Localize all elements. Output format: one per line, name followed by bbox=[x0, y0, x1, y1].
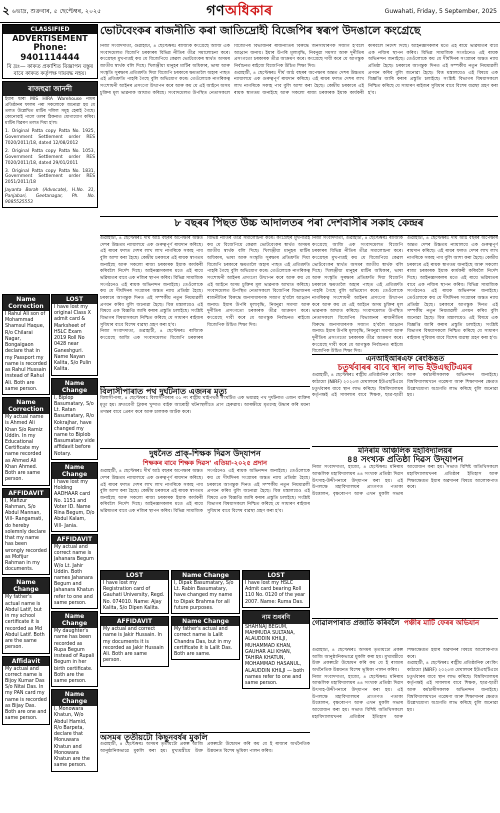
top-article-body: গুৱাহাটী, ৪ ছেপ্টেম্বৰঃ দীৰ্ঘ আঠ বছৰৰ অপেক্ষাৰ অন্তত দেশৰ উচ্চতম ন্যায়ালয়ে এক গুৰুত্বপূৰ্ণ ৰায়দান কৰিছে। এই ৰায়ৰ ফলত দেশৰ লাখ লাখ নাগৰিকে সকাহ পাব বুলি আশা কৰা হৈছে। কেন্দ্ৰীয় চৰকাৰে এই ৰায়ক স্বাগতম জনাইছে আৰু সকলো ৰাজ্য চৰকাৰক ইয়াক কাৰ্যকৰী কৰিবলৈ নিৰ্দেশ দিছে। আইনজ্ঞসকলৰ মতে এই ৰায়ে ভৱিষ্যতৰ বাবে এক নজিৰ স্থাপন কৰিব। বিভিন্ন সামাজিক সংগঠনেও এই ৰায়ক অভিনন্দন জনাইছে। তেওঁলোকে কয় যে দীৰ্ঘদিনৰ সংগ্ৰামৰ অন্তত ন্যায় প্ৰতিষ্ঠা হৈছে। চৰকাৰে আগন্তুক দিনত এই সম্পৰ্কীয় নতুন নিয়মাৱলী প্ৰণয়ন কৰিব বুলি জনোৱা হৈছে। বিত্ত মন্ত্ৰালয়েও এই বিষয়ে এক বিজ্ঞপ্তি জাৰি কৰাৰ প্ৰস্তুতি চলাইছে। সংশ্লিষ্ট বিভাগৰ বিষয়াসকলে নিশ্চিত কৰিছে যে সাধাৰণ ৰাইজৰ সুবিধাৰ বাবে বিশেষ ব্যৱস্থা গ্ৰহণ কৰা হ'ব। bbox=[234, 44, 498, 96]
top-headline: ভোটবেংকৰ ৰাজনীতি কৰা জাতিদ্ৰোহী বিজেপিৰ স্বৰূপ উদঙালে কংগ্ৰেছে bbox=[100, 24, 421, 37]
ad-body: I have lost my Registration card of Gauhati University, Regd. No. 074010. Name: Ajay Kalita, S/o Dipen Kalita. bbox=[103, 581, 165, 611]
college-headline-2: ৪৪ সংখ্যক প্ৰতিষ্ঠা দিৱস উদ্‌যাপন bbox=[346, 454, 464, 465]
ranking-article bbox=[312, 354, 498, 445]
classified-ad bbox=[2, 397, 50, 486]
classified-ad bbox=[100, 616, 169, 666]
ad-heading: AFFIDAVIT bbox=[3, 489, 49, 498]
classified-ad bbox=[51, 689, 98, 771]
ad-body: My actual name is Ahmed Ali Khan S/o Ramiz Uddin. In my Educational Certificate my name recorded as Ahmed Ali Khan Ahmed. Both are same person. bbox=[5, 415, 44, 483]
ad-body: My daughter's name has been recorded as Rupa Begum instead of Rupali Begum in her birth certificate. Both are the same person. bbox=[54, 629, 95, 685]
mid-ads bbox=[100, 570, 310, 730]
assam-headline: অসমৰ তৃতীয়টো কিছুনবৰ্ষৰ মুকলি bbox=[100, 733, 208, 742]
ad-heading: LOST bbox=[101, 571, 168, 580]
ad-body: I, Dipak Basumatary, S/o Lt. Rabin Basumatary, have changed my name to Dipak Brahma for all future purposes. bbox=[174, 581, 234, 611]
bottom-right-article bbox=[312, 648, 498, 812]
left-column bbox=[2, 24, 98, 812]
bottom-body: গুৱাহাটী, ৪ ছেপ্টেম্বৰঃ ৰাষ্ট্ৰীয় প্ৰতিষ্ঠানিক ৰেংকিং কাঠামো (NIRF) ২০২৫ত মেঘালয়ৰ ইউএছটিএমে চতুৰ্থবাৰৰ বাবে স্থান লাভ কৰিছে। বিশ্ববিদ্যালয়ৰ কৰ্তৃপক্ষই এই সাফল্যৰ বাবে শিক্ষক, ছাত্ৰ-ছাত্ৰী আৰু কৰ্মচাৰীসকলক অভিনন্দন জনাইছে। বিশ্ববিদ্যালয়খনে গৱেষণা আৰু শিক্ষাদানৰ ক্ষেত্ৰত উল্লেখযোগ্য অগ্ৰগতি লাভ কৰিছে বুলি জনোৱা হয়। bbox=[407, 661, 498, 713]
public-notice-heading: ৰাজহুৱা জাননী bbox=[3, 82, 97, 96]
teacher-subheadline: শিক্ষকৰ বাবে শিক্ষক দিৱস' এতিয়া-২০২৫ প্ৰদান bbox=[142, 459, 268, 468]
classified-ad bbox=[51, 462, 98, 532]
left-ads bbox=[2, 294, 98, 774]
classified-ad bbox=[51, 294, 98, 376]
assam-body: গুৱাহাটী, ৪ ছেপ্টেম্বৰঃ অসমৰ তৃতীয়টো প্ৰকল্প আজি আনুষ্ঠানিকভাৱে মুকলি কৰা হয়। মুখ্যমন্ত্ৰীয়ে উক্ত প্ৰকল্পটো উদ্বোধন কৰি কয় যে ই ৰাজ্যৰ অৰ্থনৈতিক উন্নয়নত বিশেষ ভূমিকা পালন কৰিব। bbox=[100, 742, 310, 754]
ad-body: I have lost my HSLC Admit card bearing Roll 110 No. 0120 of the year 2007. Name: Ruma Das. bbox=[245, 581, 306, 605]
ad-body: SHAHNAJ BEGUM, MAHMUDA SULTANA, ALAUDDIN KHILJI, MUHAMMAD KHAN, GAUHAR ALI KHAN, TAHIRA KHATUN, MOHAMMAD HASANUL, ALAUDDIN KHILJI — both names refer to one and same person. bbox=[245, 624, 305, 687]
classified-ad bbox=[2, 656, 50, 725]
ranking-body: গুৱাহাটী, ৪ ছেপ্টেম্বৰঃ ৰাষ্ট্ৰীয় প্ৰতিষ্ঠানিক ৰেংকিং কাঠামো (NIRF) ২০২৫ত মেঘালয়ৰ ইউএছটিএমে চতুৰ্থবাৰৰ বাবে স্থান লাভ কৰিছে। বিশ্ববিদ্যালয়ৰ কৰ্তৃপক্ষই এই সাফল্যৰ বাবে শিক্ষক, ছাত্ৰ-ছাত্ৰী আৰু কৰ্মচাৰীসকলক অভিনন্দন জনাইছে। বিশ্ববিদ্যালয়খনে গৱেষণা আৰু শিক্ষাদানৰ ক্ষেত্ৰত উল্লেখযোগ্য অগ্ৰগতি লাভ কৰিছে বুলি জনোৱা হয়। bbox=[312, 373, 498, 399]
logo-part2: অধিকাৰ bbox=[224, 3, 273, 19]
ad-body: I have lost my Holding AADHAAR card No. 1151 and Voter ID. Name Rina Begum, D/o Abdul Kalam, Vill- Jania. bbox=[54, 479, 95, 529]
ad-body: My father's actual name is Abdul Latif, but in my school certificate it is recorded as Md Abdul Latif. Both are the same person. bbox=[5, 595, 45, 651]
ad-body: My father's actual and correct name is Lalit Chandra Das, but in my certificate it is Lalit Das. Both are same. bbox=[174, 627, 233, 658]
ad-heading: Name Change bbox=[52, 690, 97, 706]
public-notice-item: 1. Original Patta copy Patta No. 1925, Government Settlement order RES 7020/2011/18, dated 12/08/2012 bbox=[5, 128, 95, 146]
main-headline-box bbox=[100, 216, 498, 236]
accident-headline: বিলাসীপাৰাত পথ দুৰ্ঘটনাত এজনৰ মৃত্যু bbox=[100, 387, 227, 396]
ad-heading: AFFIDAVIT bbox=[101, 617, 168, 626]
ad-body: I have lost my original Class X admit card & Marksheet of HSLC Exam 2019 Roll No 0428 near Ganeshguri. Name Nayan Kalita, S/o Pulin Kalita. bbox=[54, 305, 92, 373]
classified-tag: CLASSIFIED bbox=[3, 25, 97, 34]
ad-body: I Rahul Ali son of Mohammad Shamsul Haque, R/o Chilarai Nagar, Bongaigaon declare that in my Passport my name is recorded as Rahul Hussain instead of Rahul Ali. Both are same person. bbox=[5, 312, 47, 392]
goalpara-headline: গোৱালপাৰাত প্ৰজাতি কৰিবলৈ bbox=[312, 619, 400, 627]
classified-ad bbox=[171, 570, 240, 614]
classified-ad bbox=[100, 570, 169, 614]
public-notice-item: 2. Original Patta copy Patta No. 1053, Government Settlement order RES 7020/2011/18, dated 29/01/2011 bbox=[5, 148, 95, 166]
top-article bbox=[100, 44, 498, 214]
ad-body: I, Biplop Basumatary, S/o Lt. Ratan Basumatary, R/o Kokrajhar, have changed my name to Biplob Basumatary vide affidavit before Notary. bbox=[54, 395, 95, 457]
classified-ad bbox=[2, 294, 50, 395]
logo-part1: গণ bbox=[206, 3, 225, 19]
main-article-body: গুৱাহাটী, ৪ ছেপ্টেম্বৰঃ দীৰ্ঘ আঠ বছৰৰ অপেক্ষাৰ অন্তত দেশৰ উচ্চতম ন্যায়ালয়ে এক গুৰুত্বপূৰ্ণ ৰায়দান কৰিছে। এই ৰায়ৰ ফলত দেশৰ লাখ লাখ নাগৰিকে সকাহ পাব বুলি আশা কৰা হৈছে। কেন্দ্ৰীয় চৰকাৰে এই ৰায়ক স্বাগতম জনাইছে আৰু সকলো ৰাজ্য চৰকাৰক ইয়াক কাৰ্যকৰী কৰিবলৈ নিৰ্দেশ দিছে। আইনজ্ঞসকলৰ মতে এই ৰায়ে ভৱিষ্যতৰ বাবে এক নজিৰ স্থাপন কৰিব। বিভিন্ন সামাজিক সংগঠনেও এই ৰায়ক অভিনন্দন জনাইছে। তেওঁলোকে কয় যে দীৰ্ঘদিনৰ সংগ্ৰামৰ অন্তত ন্যায় প্ৰতিষ্ঠা হৈছে। চৰকাৰে আগন্তুক দিনত এই সম্পৰ্কীয় নতুন নিয়মাৱলী প্ৰণয়ন কৰিব বুলি জনোৱা হৈছে। বিত্ত মন্ত্ৰালয়েও এই বিষয়ে এক বিজ্ঞপ্তি জাৰি কৰাৰ প্ৰস্তুতি চলাইছে। সংশ্লিষ্ট বিভাগৰ বিষয়াসকলে নিশ্চিত কৰিছে যে সাধাৰণ ৰাইজৰ সুবিধাৰ বাবে বিশেষ ব্যৱস্থা গ্ৰহণ কৰা হ'ব। bbox=[100, 236, 203, 328]
classified-ad bbox=[2, 577, 50, 653]
ad-body: My actual and correct name is Jakir Hussain. In my documents it is recorded as Jakir Hussain Ali. Both are same person. bbox=[103, 627, 164, 664]
public-notice-item: 3. Original Patta copy Patta No. 1831, Government Settlement order RES 2051/2011/18 bbox=[5, 168, 95, 186]
ad-heading: Name Change bbox=[172, 617, 239, 626]
water-headline: পঞ্চীৰ মাটি ফেৰৰ অভিযান bbox=[404, 619, 480, 627]
ad-heading: Name Correction bbox=[3, 295, 49, 311]
classified-phone: Phone: 9401114444 bbox=[20, 43, 80, 63]
ad-body: My actual and correct name is Jahanara Begum W/o Lt. Jahir Uddin. Both names Jahanara Begum and Jahanara Khatun refer to one and same person. bbox=[54, 544, 94, 606]
ad-heading: Name Change bbox=[172, 571, 239, 580]
ad-body: I, Monowara Khatun, W/o Abdul Hamid, R/o Barpeta, declare that Monuwara Khatun and Monowara Khatun are the same person. bbox=[54, 707, 90, 769]
ad-heading: Name Correction bbox=[3, 398, 49, 414]
main-area bbox=[100, 24, 498, 812]
ad-heading: AFFIDAVIT bbox=[52, 535, 97, 544]
ranking-headline-2: চতুৰ্থবাৰৰ বাবে স্থান লাভ ইউএছটিএমৰ bbox=[337, 362, 473, 373]
college-article bbox=[312, 446, 498, 617]
ad-heading: Affidavit bbox=[3, 657, 49, 666]
classified-ad bbox=[51, 611, 98, 687]
teacher-headline: দুধনৈত প্ৰাক্-শিক্ষক দিৱস উদ্‌যাপন bbox=[149, 449, 261, 458]
ranking-headline: এনআইআৰএফ ৰেংকিঙত bbox=[365, 354, 445, 363]
name-list-box bbox=[242, 610, 310, 689]
bottom-body: নিজা সংবাদদাতা, হাজো, ৪ ছেপ্টেম্বৰঃ মনিৰাম আঞ্চলিক মহাবিদ্যালয়ৰ ৪৪ সংখ্যক প্ৰতিষ্ঠা দিৱস উৎসাহ-উদ্দীপনাৰে উদ্‌যাপন কৰা হয়। এই উপলক্ষে মহাবিদ্যালয়ৰ প্ৰাংগণত পতাকা উত্তোলন, বৃক্ষৰোপণ আৰু এখন মুকলি সভাৰ আয়োজন কৰা হয়। সভাত বিশিষ্ট অতিথিসকলে মহাবিদ্যালয়খনৰ প্ৰতিষ্ঠাৰ ইতিহাস আৰু শিক্ষাক্ষেত্ৰত ইয়াৰ অৱদানৰ বিষয়ে আলোকপাত কৰে। bbox=[312, 648, 498, 720]
page-number: ২ bbox=[2, 3, 10, 17]
accident-body: বিলাসীপাৰা, ৪ ছেপ্টেম্বৰঃ বিলাসীপাৰাৰ ৩১ নং ৰাষ্ট্ৰীয় ঘাইপথত সংঘটিত এক ভয়াৱহ পথ দুৰ্ঘটনাত এজন ব্যক্তিৰ মৃত্যু হয়। দ্ৰুতবেগী ট্ৰাকৰ খুন্দাত বাইক আৰোহী ঘটনাস্থলীতে প্ৰাণ হেৰুৱায়। আৰক্ষীয়ে মৃতদেহ উদ্ধাৰ কৰি ময়না তদন্তৰ বাবে প্ৰেৰণ কৰে আৰু চালকক আটক কৰে। bbox=[100, 396, 310, 415]
bottom-body: গুৱাহাটী, ৪ ছেপ্টেম্বৰঃ অসমৰ তৃতীয়টো প্ৰকল্প আজি আনুষ্ঠানিকভাৱে মুকলি কৰা হয়। মুখ্যমন্ত্ৰীয়ে উক্ত প্ৰকল্পটো উদ্বোধন কৰি কয় যে ই ৰাজ্যৰ অৰ্থনৈতিক উন্নয়নত বিশেষ ভূমিকা পালন কৰিব। bbox=[312, 648, 403, 673]
bottom-headlines bbox=[312, 618, 498, 649]
accident-article bbox=[100, 386, 310, 447]
ad-heading: Name Change bbox=[52, 612, 97, 628]
classified-ad bbox=[51, 378, 98, 460]
classified-ad bbox=[171, 616, 240, 660]
date-right: Guwahati, Friday, 5 September, 2025 bbox=[384, 7, 497, 15]
ad-heading: Name Change bbox=[3, 578, 49, 594]
ad-heading: Name Change bbox=[52, 379, 97, 395]
ad-heading: নাম শুধৰণি bbox=[243, 611, 309, 624]
assam-article bbox=[100, 732, 310, 812]
college-body: নিজা সংবাদদাতা, হাজো, ৪ ছেপ্টেম্বৰঃ মনিৰাম আঞ্চলিক মহাবিদ্যালয়ৰ ৪৪ সংখ্যক প্ৰতিষ্ঠা দিৱস উৎসাহ-উদ্দীপনাৰে উদ্‌যাপন কৰা হয়। এই উপলক্ষে মহাবিদ্যালয়ৰ প্ৰাংগণত পতাকা উত্তোলন, বৃক্ষৰোপণ আৰু এখন মুকলি সভাৰ আয়োজন কৰা হয়। সভাত বিশিষ্ট অতিথিসকলে মহাবিদ্যালয়খনৰ প্ৰতিষ্ঠাৰ ইতিহাস আৰু শিক্ষাক্ষেত্ৰত ইয়াৰ অৱদানৰ বিষয়ে আলোকপাত কৰে। bbox=[312, 465, 498, 498]
ad-body: My actual and correct name is Bijoy Kumar Das S/o Nitai Das. In my PAN card my name is recorded as Bijay Das. Both are one and same person. bbox=[5, 666, 47, 722]
classified-ad bbox=[242, 570, 310, 608]
main-article bbox=[100, 236, 310, 386]
main-headline: ৮ বছৰৰ পিছত উচ্চ আদালতৰ পৰা দেশবাসীৰ সকাহ কেন্দ্ৰৰ bbox=[174, 217, 424, 229]
top-article-body: নিজা সংবাদদাতা, গুৱাহাটী, ৪ ছেপ্টেম্বৰঃ ৰাজ্যিক কংগ্ৰেছে আজি এক সংবাদমেলত বিজেপি চৰকাৰৰ বিভিন্ন নীতিৰ তীব্ৰ সমালোচনা কৰে। কংগ্ৰেছৰ মুখপাত্ৰই কয় যে বিজেপিয়ে কেৱল ভোটবেংকৰ স্বাৰ্থত অসমৰ জাতীয় স্বাৰ্থক বলি দিছে। খিলঞ্জীয়া মানুহৰ মাটিৰ অধিকাৰ, ভাষা আৰু সংস্কৃতি সুৰক্ষাৰ প্ৰতিশ্ৰুতি দিয়া বিজেপি চৰকাৰে ক্ষমতালৈ অহাৰ পাছত এই প্ৰতিশ্ৰুতি পাহৰি গৈছে বুলি অভিযোগ কৰে। তেওঁলোকে নাগৰিকত্ব সংশোধনী আইনৰ প্ৰসংগো উত্থাপন কৰে আৰু কয় যে এই আইনে অসম চুক্তিৰ মূল ভাৱনাক আঘাত কৰিছে। সংবাদমেলত উপস্থিত নেতাসকলে বিজেপিৰ বিভাজনৰ ৰাজনীতিৰ বিৰুদ্ধে জনসাধাৰণক সজাগ হ'বলৈ আহ্বান জনায়। ইয়াৰ উপৰি মূল্যবৃদ্ধি, নিবনুৱা সমস্যা আৰু দুৰ্নীতিৰ প্ৰসংগতো চৰকাৰক তীব্ৰ আক্ৰমণ কৰে। কংগ্ৰেছে দাবী কৰে যে আগন্তুক নিৰ্বাচনত ৰাইজে বিজেপিক উচিত শিক্ষা দিব। bbox=[100, 44, 364, 96]
public-notice bbox=[2, 81, 98, 208]
top-headline-box bbox=[100, 24, 498, 44]
teacher-article bbox=[100, 448, 310, 569]
public-notice-body: ইয়াৰ দ্বাৰা MIS HIRA Warehouse নামৰ প্ৰতিষ্ঠানৰ ফালৰ পৰা সকলোকে জনোৱা হয় যে তলত উল্লেখিত মাটিৰ দলিল সমূহ হেৰাই গৈছে। কোনোবাই পালে তলৰ ঠিকনাত যোগাযোগ কৰিব। মাটিৰ বিৱৰণ তলত দিয়া হ'ল। bbox=[5, 97, 95, 126]
main-article-body: নিজা সংবাদদাতা, গুৱাহাটী, ৪ ছেপ্টেম্বৰঃ ৰাজ্যিক কংগ্ৰেছে আজি এক সংবাদমেলত বিজেপি চৰকাৰৰ বিভিন্ন নীতিৰ তীব্ৰ সমালোচনা কৰে। কংগ্ৰেছৰ মুখপাত্ৰই কয় যে বিজেপিয়ে কেৱল ভোটবেংকৰ স্বাৰ্থত অসমৰ জাতীয় স্বাৰ্থক বলি দিছে। খিলঞ্জীয়া মানুহৰ মাটিৰ অধিকাৰ, ভাষা আৰু সংস্কৃতি সুৰক্ষাৰ প্ৰতিশ্ৰুতি দিয়া বিজেপি চৰকাৰে ক্ষমতালৈ অহাৰ পাছত এই প্ৰতিশ্ৰুতি পাহৰি গৈছে বুলি অভিযোগ কৰে। তেওঁলোকে নাগৰিকত্ব সংশোধনী আইনৰ প্ৰসংগো উত্থাপন কৰে আৰু কয় যে এই আইনে অসম চুক্তিৰ মূল ভাৱনাক আঘাত কৰিছে। সংবাদমেলত উপস্থিত নেতাসকলে বিজেপিৰ বিভাজনৰ ৰাজনীতিৰ বিৰুদ্ধে জনসাধাৰণক সজাগ হ'বলৈ আহ্বান জনায়। ইয়াৰ উপৰি মূল্যবৃদ্ধি, নিবনুৱা সমস্যা আৰু দুৰ্নীতিৰ প্ৰসংগতো চৰকাৰক তীব্ৰ আক্ৰমণ কৰে। কংগ্ৰেছে দাবী কৰে যে আগন্তুক নিৰ্বাচনত ৰাইজে বিজেপিক উচিত শিক্ষা দিব। bbox=[100, 236, 310, 341]
masthead bbox=[0, 0, 500, 23]
classified-title: ADVERTISEMENT bbox=[12, 34, 88, 43]
newspaper-logo bbox=[132, 0, 347, 23]
college-headline: মনিৰাম আঞ্চলিক মহাবিদ্যালয়ৰ bbox=[358, 446, 452, 455]
classified-note: বি দ্ৰঃ— কাকত প্ৰকাশিত বিজ্ঞাপন বস্তুৰ বাবে কাকত কৰ্তৃপক্ষ দায়বদ্ধ নহয়। bbox=[6, 64, 93, 77]
classified-ad bbox=[2, 488, 50, 576]
ad-body: I, Mafizur Rahman, S/o Abdul Mannan, Vill- Rangamati, do hereby solemnly declare that my name has been wrongly recorded as Mofijur Rahman in my documents. bbox=[5, 498, 47, 573]
ad-heading: Name Change bbox=[52, 463, 97, 479]
main-article-body: নিজা সংবাদদাতা, গুৱাহাটী, ৪ ছেপ্টেম্বৰঃ ৰাজ্যিক কংগ্ৰেছে আজি এক সংবাদমেলত বিজেপি চৰকাৰৰ বিভিন্ন নীতিৰ তীব্ৰ সমালোচনা কৰে। কংগ্ৰেছৰ মুখপাত্ৰই কয় যে বিজেপিয়ে কেৱল ভোটবেংকৰ স্বাৰ্থত অসমৰ জাতীয় স্বাৰ্থক বলি দিছে। খিলঞ্জীয়া মানুহৰ মাটিৰ অধিকাৰ, ভাষা আৰু সংস্কৃতি সুৰক্ষাৰ প্ৰতিশ্ৰুতি দিয়া বিজেপি চৰকাৰে ক্ষমতালৈ অহাৰ পাছত এই প্ৰতিশ্ৰুতি পাহৰি গৈছে বুলি অভিযোগ কৰে। তেওঁলোকে নাগৰিকত্ব সংশোধনী আইনৰ প্ৰসংগো উত্থাপন কৰে আৰু কয় যে এই আইনে অসম চুক্তিৰ মূল ভাৱনাক আঘাত কৰিছে। সংবাদমেলত উপস্থিত নেতাসকলে বিজেপিৰ বিভাজনৰ ৰাজনীতিৰ বিৰুদ্ধে জনসাধাৰণক সজাগ হ'বলৈ আহ্বান জনায়। ইয়াৰ উপৰি মূল্যবৃদ্ধি, নিবনুৱা সমস্যা আৰু দুৰ্নীতিৰ প্ৰসংগতো চৰকাৰক তীব্ৰ আক্ৰমণ কৰে। কংগ্ৰেছে দাবী কৰে যে আগন্তুক নিৰ্বাচনত ৰাইজে বিজেপিক উচিত শিক্ষা দিব। bbox=[312, 236, 403, 355]
teacher-body: গুৱাহাটী, ৪ ছেপ্টেম্বৰঃ দীৰ্ঘ আঠ বছৰৰ অপেক্ষাৰ অন্তত দেশৰ উচ্চতম ন্যায়ালয়ে এক গুৰুত্বপূৰ্ণ ৰায়দান কৰিছে। এই ৰায়ৰ ফলত দেশৰ লাখ লাখ নাগৰিকে সকাহ পাব বুলি আশা কৰা হৈছে। কেন্দ্ৰীয় চৰকাৰে এই ৰায়ক স্বাগতম জনাইছে আৰু সকলো ৰাজ্য চৰকাৰক ইয়াক কাৰ্যকৰী কৰিবলৈ নিৰ্দেশ দিছে। আইনজ্ঞসকলৰ মতে এই ৰায়ে ভৱিষ্যতৰ বাবে এক নজিৰ স্থাপন কৰিব। বিভিন্ন সামাজিক সংগঠনেও এই ৰায়ক অভিনন্দন জনাইছে। তেওঁলোকে কয় যে দীৰ্ঘদিনৰ সংগ্ৰামৰ অন্তত ন্যায় প্ৰতিষ্ঠা হৈছে। চৰকাৰে আগন্তুক দিনত এই সম্পৰ্কীয় নতুন নিয়মাৱলী প্ৰণয়ন কৰিব বুলি জনোৱা হৈছে। বিত্ত মন্ত্ৰালয়েও এই বিষয়ে এক বিজ্ঞপ্তি জাৰি কৰাৰ প্ৰস্তুতি চলাইছে। সংশ্লিষ্ট বিভাগৰ বিষয়াসকলে নিশ্চিত কৰিছে যে সাধাৰণ ৰাইজৰ সুবিধাৰ বাবে বিশেষ ব্যৱস্থা গ্ৰহণ কৰা হ'ব। bbox=[100, 469, 310, 515]
classified-box bbox=[2, 24, 98, 79]
ad-heading: LOST bbox=[52, 295, 97, 304]
date-left: ৬ভাদ্ৰ, শুক্ৰবাৰ, ৫ ছেপ্টেম্বৰ, ২০২৫ bbox=[12, 7, 102, 15]
classified-ad bbox=[51, 534, 98, 609]
main-article-body: গুৱাহাটী, ৪ ছেপ্টেম্বৰঃ দীৰ্ঘ আঠ বছৰৰ অপেক্ষাৰ অন্তত দেশৰ উচ্চতম ন্যায়ালয়ে এক গুৰুত্বপূৰ্ণ ৰায়দান কৰিছে। এই ৰায়ৰ ফলত দেশৰ লাখ লাখ নাগৰিকে সকাহ পাব বুলি আশা কৰা হৈছে। কেন্দ্ৰীয় চৰকাৰে এই ৰায়ক স্বাগতম জনাইছে আৰু সকলো ৰাজ্য চৰকাৰক ইয়াক কাৰ্যকৰী কৰিবলৈ নিৰ্দেশ দিছে। আইনজ্ঞসকলৰ মতে এই ৰায়ে ভৱিষ্যতৰ বাবে এক নজিৰ স্থাপন কৰিব। বিভিন্ন সামাজিক সংগঠনেও এই ৰায়ক অভিনন্দন জনাইছে। তেওঁলোকে কয় যে দীৰ্ঘদিনৰ সংগ্ৰামৰ অন্তত ন্যায় প্ৰতিষ্ঠা হৈছে। চৰকাৰে আগন্তুক দিনত এই সম্পৰ্কীয় নতুন নিয়মাৱলী প্ৰণয়ন কৰিব বুলি জনোৱা হৈছে। বিত্ত মন্ত্ৰালয়েও এই বিষয়ে এক বিজ্ঞপ্তি জাৰি কৰাৰ প্ৰস্তুতি চলাইছে। সংশ্লিষ্ট বিভাগৰ বিষয়াসকলে নিশ্চিত কৰিছে যে সাধাৰণ ৰাইজৰ সুবিধাৰ বাবে বিশেষ ব্যৱস্থা গ্ৰহণ কৰা হ'ব। bbox=[407, 236, 498, 341]
public-notice-sign: Jayanta Borah (Advocate), H.No. 31, Panjabari, Geetanagar, Ph. No. 9085525553 bbox=[5, 188, 95, 206]
ad-heading: LOST bbox=[243, 571, 309, 580]
